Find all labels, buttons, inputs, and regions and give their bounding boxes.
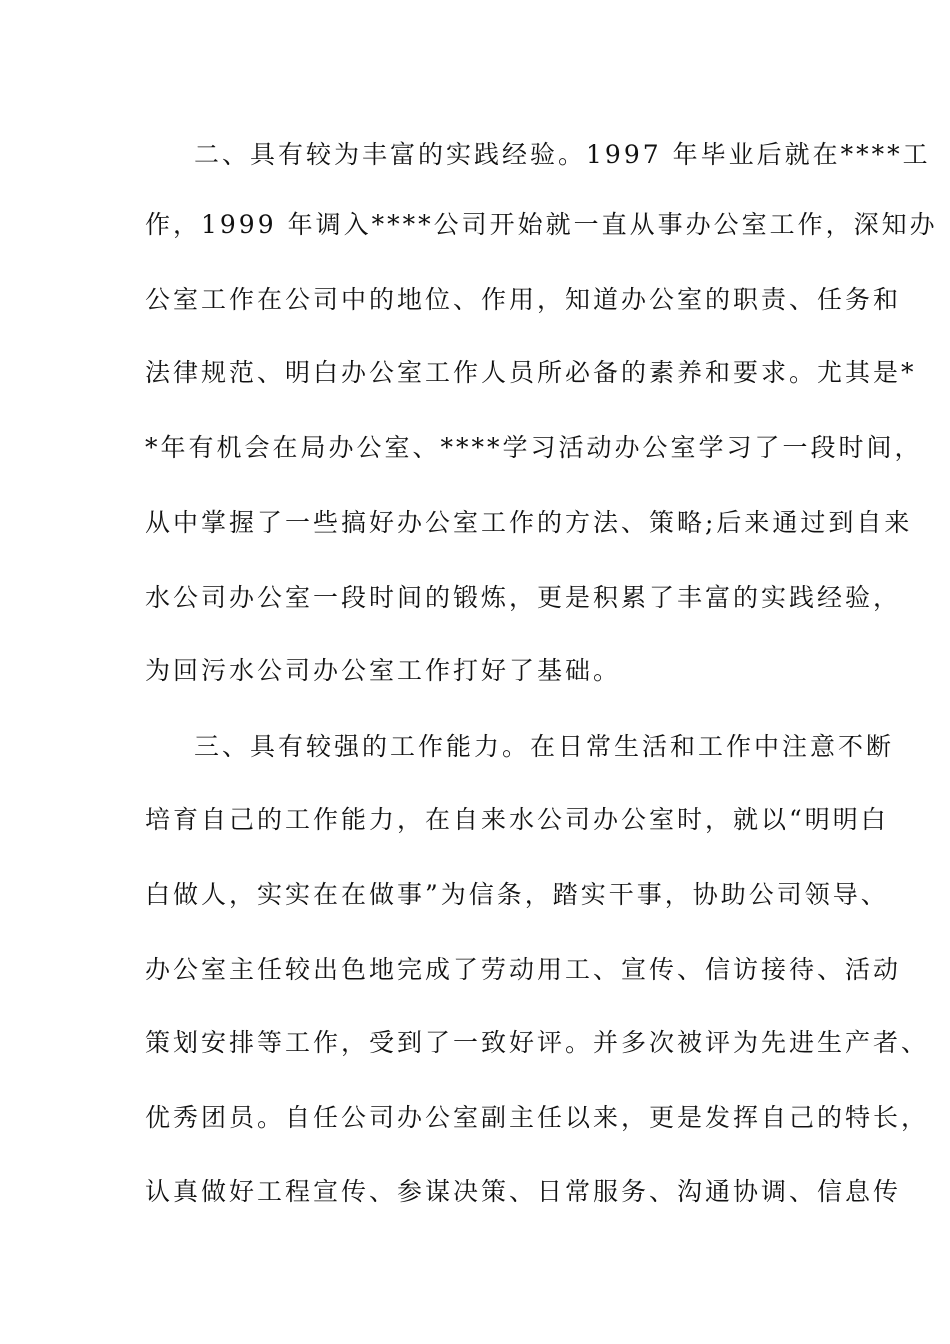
paragraph-2-line-3: 公室工作在公司中的地位、作用，知道办公室的职责、任务和 [145, 285, 902, 314]
paragraph-2-line-4: 法律规范、明白办公室工作人员所必备的素养和要求。尤其是* [145, 358, 917, 387]
paragraph-2-line-1: 二、具有较为丰富的实践经验。1997 年毕业后就在****工 [194, 140, 931, 169]
paragraph-2-line-2: 作，1999 年调入****公司开始就一直从事办公室工作，深知办 [145, 210, 938, 239]
paragraph-2-line-5: *年有机会在局办公室、****学习活动办公室学习了一段时间， [145, 433, 923, 462]
paragraph-3-line-2: 培育自己的工作能力，在自来水公司办公室时，就以“明明白 [145, 805, 889, 834]
paragraph-3-line-6: 优秀团员。自任公司办公室副主任以来，更是发挥自己的特长， [145, 1103, 930, 1132]
paragraph-2-line-6: 从中掌握了一些搞好办公室工作的方法、策略;后来通过到自来 [145, 508, 913, 537]
paragraph-2-line-7: 水公司办公室一段时间的锻炼，更是积累了丰富的实践经验， [145, 583, 902, 612]
paragraph-3-line-4: 办公室主任较出色地完成了劳动用工、宣传、信访接待、活动 [145, 955, 902, 984]
paragraph-3-line-3: 白做人，实实在在做事”为信条，踏实干事，协助公司领导、 [145, 880, 889, 909]
paragraph-3-line-1: 三、具有较强的工作能力。在日常生活和工作中注意不断 [194, 732, 895, 761]
paragraph-2-line-8: 为回污水公司办公室工作打好了基础。 [145, 656, 622, 685]
paragraph-3-line-5: 策划安排等工作，受到了一致好评。并多次被评为先进生产者、 [145, 1028, 930, 1057]
paragraph-3-line-7: 认真做好工程宣传、参谋决策、日常服务、沟通协调、信息传 [145, 1177, 902, 1206]
